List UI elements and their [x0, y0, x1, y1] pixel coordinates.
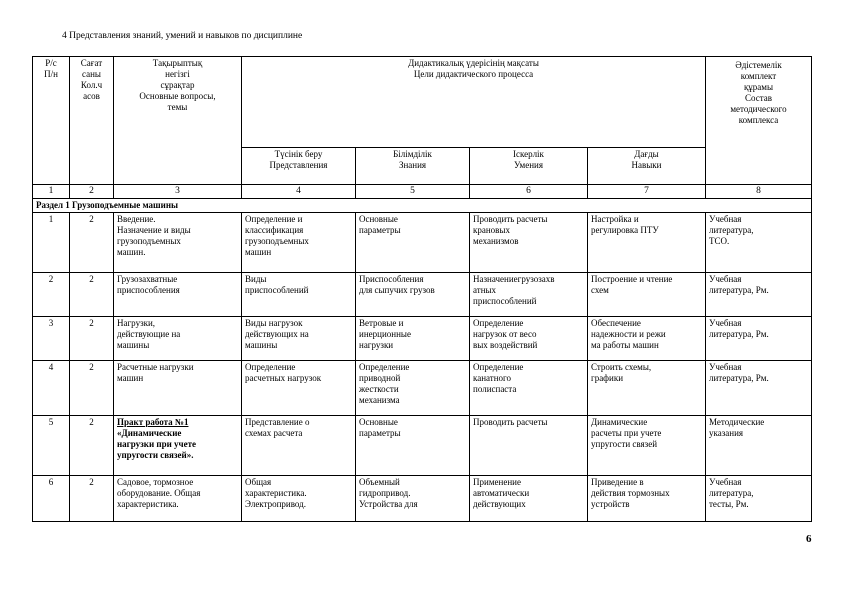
row-knowledge: Объемный гидропривод. Устройства для — [356, 476, 470, 522]
row-knowledge: Основные параметры — [356, 213, 470, 273]
row-knowledge: Приспособления для сыпучих грузов — [356, 273, 470, 317]
header-index: Р/с П/н — [33, 57, 70, 185]
header-knowledge: Білімділік Знания — [356, 148, 470, 185]
page-number: 6 — [806, 533, 812, 545]
header-methods: Әдістемелік комплект құрамы Состав методического комплекса — [706, 57, 812, 185]
header-skills: Іскерлік Умения — [470, 148, 588, 185]
row-index: 5 — [33, 416, 70, 476]
knowledge-skills-table — [32, 56, 812, 522]
row-skill: Применение автоматически действующих — [470, 476, 588, 522]
row-method: Учебная литература, ТСО. — [706, 213, 812, 273]
header-hours: Сағат саны Кол.ч асов — [70, 57, 114, 185]
table-row — [33, 273, 812, 317]
row-knowledge: Определение приводной жесткости механизма — [356, 361, 470, 416]
row-skill: Определение нагрузок от весо вых воздействий — [470, 317, 588, 361]
row-habit: Настройка и регулировка ПТУ — [588, 213, 706, 273]
column-number: 7 — [588, 185, 706, 199]
row-topic: Садовое, тормозное оборудование. Общая характеристика. — [114, 476, 242, 522]
row-method: Учебная литература, Рм. — [706, 273, 812, 317]
header-topics: Тақырыптық негізгі сұрақтар Основные вопросы, темы — [114, 57, 242, 185]
row-hours: 2 — [70, 317, 114, 361]
row-skill: Определение канатного полиспаста — [470, 361, 588, 416]
row-representation: Представление о схемах расчета — [242, 416, 356, 476]
row-representation: Виды нагрузок действующих на машины — [242, 317, 356, 361]
row-hours: 2 — [70, 273, 114, 317]
row-habit: Строить схемы, графики — [588, 361, 706, 416]
row-skill: Проводить расчеты — [470, 416, 588, 476]
row-skill: Назначениегрузозахв атных приспособлений — [470, 273, 588, 317]
row-topic: Расчетные нагрузки машин — [114, 361, 242, 416]
column-number: 6 — [470, 185, 588, 199]
row-hours: 2 — [70, 361, 114, 416]
section-row — [33, 199, 812, 213]
row-method: Учебная литература, Рм. — [706, 361, 812, 416]
row-topic: Введение. Назначение и виды грузоподъемных машин. — [114, 213, 242, 273]
row-topic: Практ работа №1 «Динамические нагрузки при учете упругости связей». — [114, 416, 242, 476]
document-heading: 4 Представления знаний, умений и навыков по дисциплине — [62, 31, 303, 41]
row-habit: Построение и чтение схем — [588, 273, 706, 317]
row-index: 6 — [33, 476, 70, 522]
table-row — [33, 416, 812, 476]
table-row — [33, 213, 812, 273]
row-index: 4 — [33, 361, 70, 416]
row-habit: Приведение в действия тормозных устройств — [588, 476, 706, 522]
row-representation: Общая характеристика. Электропривод. — [242, 476, 356, 522]
row-topic: Грузозахватные приспособления — [114, 273, 242, 317]
row-habit: Динамические расчеты при учете упругости связей — [588, 416, 706, 476]
row-hours: 2 — [70, 416, 114, 476]
row-index: 2 — [33, 273, 70, 317]
row-knowledge: Основные параметры — [356, 416, 470, 476]
section-title: Раздел 1 Грузоподъемные машины — [33, 199, 812, 213]
column-number: 5 — [356, 185, 470, 199]
table-row — [33, 476, 812, 522]
row-method: Учебная литература, тесты, Рм. — [706, 476, 812, 522]
row-hours: 2 — [70, 476, 114, 522]
row-hours: 2 — [70, 213, 114, 273]
table-row — [33, 361, 812, 416]
column-number: 2 — [70, 185, 114, 199]
row-method: Учебная литература, Рм. — [706, 317, 812, 361]
row-knowledge: Ветровые и инерционные нагрузки — [356, 317, 470, 361]
row-habit: Обеспечение надежности и режи ма работы машин — [588, 317, 706, 361]
row-representation: Определение и классификация грузоподъемных машин — [242, 213, 356, 273]
row-index: 1 — [33, 213, 70, 273]
header-representations: Түсінік беру Представления — [242, 148, 356, 185]
row-representation: Виды приспособлений — [242, 273, 356, 317]
row-method: Методические указания — [706, 416, 812, 476]
column-number: 8 — [706, 185, 812, 199]
header-goals: Дидактикалық үдерісінің мақсаты Цели дидактического процесса — [242, 57, 706, 148]
header-row — [33, 57, 812, 148]
row-index: 3 — [33, 317, 70, 361]
header-habits: Дағды Навыки — [588, 148, 706, 185]
row-skill: Проводить расчеты крановых механизмов — [470, 213, 588, 273]
row-representation: Определение расчетных нагрузок — [242, 361, 356, 416]
column-number: 4 — [242, 185, 356, 199]
column-number-row — [33, 185, 812, 199]
table-row — [33, 317, 812, 361]
row-topic: Нагрузки, действующие на машины — [114, 317, 242, 361]
column-number: 1 — [33, 185, 70, 199]
column-number: 3 — [114, 185, 242, 199]
